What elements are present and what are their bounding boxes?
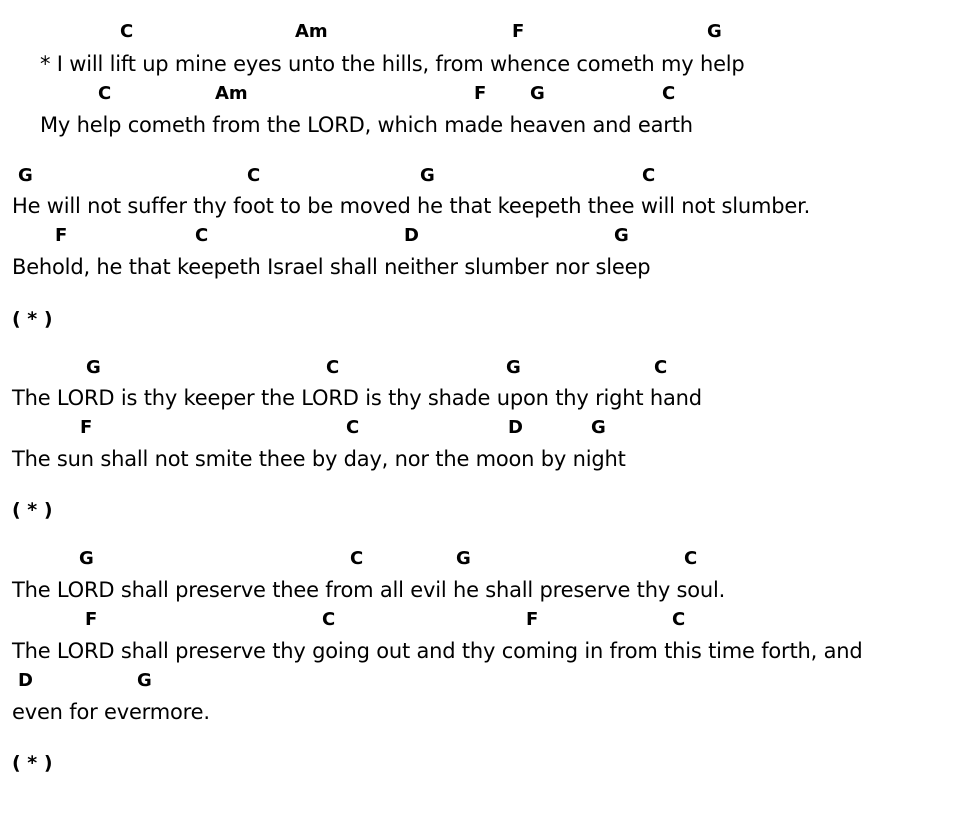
lyric-line: Behold, he that keepeth Israel shall neither slumber nor sleep xyxy=(12,255,651,279)
chord: F xyxy=(85,609,98,630)
chord: F xyxy=(55,225,68,246)
chord: C xyxy=(322,609,336,630)
chord: C xyxy=(326,357,340,378)
chord: G xyxy=(614,225,629,246)
chord: G xyxy=(18,165,33,186)
chord: C xyxy=(672,609,686,630)
chord: C xyxy=(350,548,364,569)
chord: F xyxy=(80,417,93,438)
lyric-line: My help cometh from the LORD, which made heaven and earth xyxy=(40,113,693,137)
refrain-marker: ( * ) xyxy=(12,752,53,774)
chord: C xyxy=(662,83,676,104)
refrain-marker: ( * ) xyxy=(12,499,53,521)
chord: D xyxy=(404,225,419,246)
lyric-line: * I will lift up mine eyes unto the hills, from whence cometh my help xyxy=(40,52,745,76)
chord: G xyxy=(506,357,521,378)
chord: C xyxy=(654,357,668,378)
chord: F xyxy=(474,83,487,104)
chord: D xyxy=(508,417,523,438)
chord: G xyxy=(86,357,101,378)
lyric-line: The LORD is thy keeper the LORD is thy shade upon thy right hand xyxy=(12,386,702,410)
chord: G xyxy=(591,417,606,438)
chord: C xyxy=(195,225,209,246)
chord: F xyxy=(526,609,539,630)
chord: F xyxy=(512,21,525,42)
chord: G xyxy=(137,670,152,691)
lyric-line: The LORD shall preserve thee from all evil he shall preserve thy soul. xyxy=(12,578,726,602)
chord: C xyxy=(98,83,112,104)
lyric-line: He will not suffer thy foot to be moved he that keepeth thee will not slumber. xyxy=(12,194,811,218)
refrain-marker: ( * ) xyxy=(12,308,53,330)
chord: Am xyxy=(295,21,328,42)
lyric-line: even for evermore. xyxy=(12,700,210,724)
chord: G xyxy=(456,548,471,569)
chord: C xyxy=(120,21,134,42)
chord: G xyxy=(530,83,545,104)
chord: C xyxy=(247,165,261,186)
lyric-line: The LORD shall preserve thy going out and thy coming in from this time forth, and xyxy=(12,639,863,663)
chord: G xyxy=(707,21,722,42)
chord: D xyxy=(18,670,33,691)
chord: G xyxy=(420,165,435,186)
chord: C xyxy=(684,548,698,569)
chord: C xyxy=(642,165,656,186)
chord: G xyxy=(79,548,94,569)
chord: Am xyxy=(215,83,248,104)
lyric-line: The sun shall not smite thee by day, nor the moon by night xyxy=(12,447,626,471)
chord: C xyxy=(346,417,360,438)
